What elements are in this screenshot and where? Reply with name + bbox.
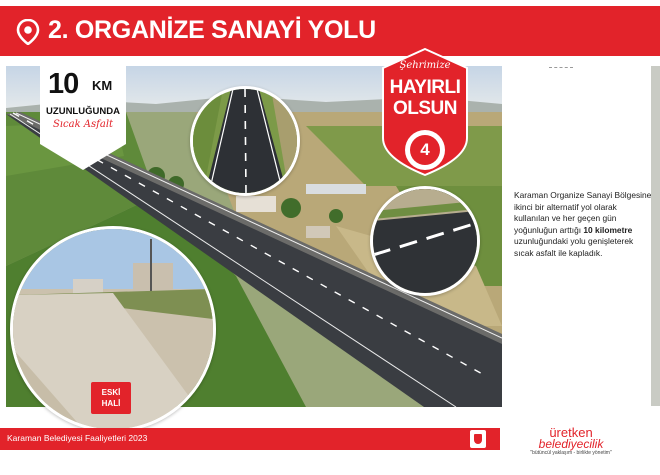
length-subtitle: Sıcak Asfalt [52, 119, 114, 130]
description-highlight: 10 kilometre [583, 224, 633, 235]
road-detail-photo-2 [370, 186, 480, 296]
location-pin-icon [16, 19, 40, 45]
seal-number: 4 [410, 135, 440, 165]
footer-text: Karaman Belediyesi Faaliyetleri 2023 [7, 433, 148, 443]
brand-slogan: "bütüncül yaklaşım - birlikte yönetim" [530, 450, 612, 456]
municipality-crest-icon [470, 430, 486, 448]
page-title: 2. ORGANİZE SANAYİ YOLU [48, 16, 376, 44]
old-state-line-2: HALİ [101, 399, 121, 408]
brand-line-2: belediyecilik [538, 437, 604, 451]
brand-line-1: üretken [549, 425, 593, 440]
length-badge [40, 66, 126, 172]
congrats-line-1: Şehrimize [399, 60, 451, 71]
description-text [514, 190, 652, 260]
description-part-2: uzunluğundaki yolu genişleterek sıcak asfalt ile kapladık. [514, 236, 634, 258]
description-part-1: Karaman Organize Sanayi Bölgesine ikinci bir alternatif yol olarak kullanılan ve her geçen gün yoğunluğun arttığı [514, 190, 652, 235]
side-photo-strip [651, 66, 660, 406]
anniversary-seal [405, 130, 445, 170]
footer-bar [0, 428, 500, 450]
congrats-line-3: OLSUN [393, 98, 457, 119]
road-detail-photo-1 [190, 86, 300, 196]
header [0, 0, 660, 58]
old-state-line-1: ESKİ [101, 388, 121, 397]
length-label: UZUNLUĞUNDA [46, 106, 120, 117]
congrats-line-2: HAYIRLI [389, 77, 461, 98]
divider-dashes [549, 67, 573, 68]
old-state-label [91, 382, 131, 414]
length-unit: KM [92, 78, 113, 93]
congrats-badge [382, 48, 468, 176]
brand-logo [506, 426, 636, 457]
length-number: 10 [48, 68, 79, 100]
